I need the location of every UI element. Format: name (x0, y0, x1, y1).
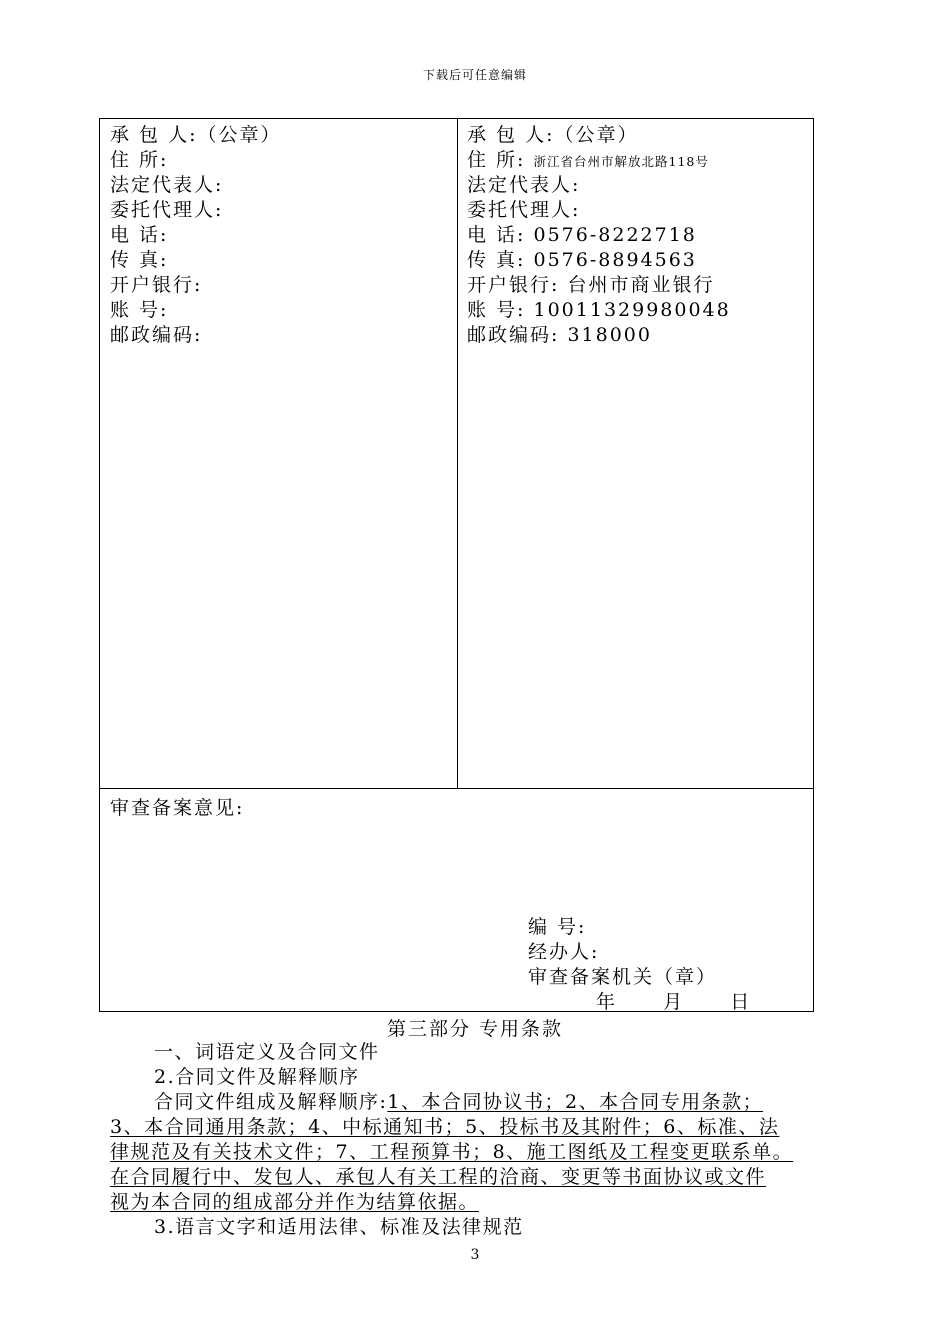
right-row-account: 账 号: 10011329980048 (467, 299, 731, 321)
document-order-text-1: 1、本合同协议书；2、本合同专用条款； (387, 1091, 764, 1113)
item-3-heading: 3.语言文字和适用法律、标准及法律规范 (154, 1216, 524, 1238)
right-row-bank: 开户银行: 台州市商业银行 (467, 274, 715, 296)
document-order-label: 合同文件组成及解释顺序: (154, 1091, 388, 1113)
document-order-line-3: 律规范及有关技术文件；7、工程预算书；8、施工图纸及工程变更联系单。 (110, 1141, 794, 1163)
review-signature-block (528, 915, 751, 1015)
review-authority: 审查备案机关（章） (528, 966, 718, 988)
review-number: 编 号: (528, 916, 587, 938)
right-row-postcode: 邮政编码: 318000 (467, 324, 652, 346)
right-row-contractor: 承 包 人:（公章） (467, 124, 639, 146)
document-order-line-1 (110, 1090, 845, 1115)
section-title: 第三部分 专用条款 (386, 1018, 564, 1040)
date-month: 月 (663, 991, 685, 1013)
date-day: 日 (730, 991, 752, 1013)
left-row-postcode: 邮政编码: (110, 324, 203, 346)
document-order-line-2: 3、本合同通用条款；4、中标通知书；5、投标书及其附件；6、标准、法 (110, 1116, 780, 1138)
review-handler: 经办人: (528, 941, 600, 963)
right-row-fax: 传 真: 0576-8894563 (467, 249, 697, 271)
date-year: 年 (596, 991, 618, 1013)
left-row-bank: 开户银行: (110, 274, 203, 296)
special-terms-body (110, 1040, 845, 1240)
left-row-address: 住 所: (110, 149, 169, 171)
contract-signature-table (99, 118, 814, 1012)
review-opinion-title: 审查备案意见: (110, 797, 245, 819)
left-row-contractor: 承 包 人:（公章） (110, 124, 282, 146)
item-1-heading: 一、词语定义及合同文件 (154, 1041, 380, 1063)
left-row-account: 账 号: (110, 299, 169, 321)
column-divider (457, 119, 458, 788)
item-2-heading: 2.合同文件及解释顺序 (154, 1066, 360, 1088)
row-divider (100, 788, 813, 789)
left-row-agent: 委托代理人: (110, 199, 224, 221)
left-row-legal-rep: 法定代表人: (110, 174, 224, 196)
document-order-line-4: 在合同履行中、发包人、承包人有关工程的洽商、变更等书面协议或文件 (110, 1166, 767, 1188)
right-row-phone: 电 话: 0576-8222718 (467, 224, 697, 246)
header-note: 下载后可任意编辑 (422, 68, 527, 82)
contractor-right-column (467, 123, 731, 348)
right-row-address: 住 所: 浙江省台州市解放北路118号 (467, 149, 709, 171)
right-row-legal-rep: 法定代表人: (467, 174, 581, 196)
left-row-phone: 电 话: (110, 224, 169, 246)
review-date (528, 990, 751, 1015)
right-row-agent: 委托代理人: (467, 199, 581, 221)
left-row-fax: 传 真: (110, 249, 169, 271)
contractor-left-column (110, 123, 282, 348)
page-number: 3 (470, 1247, 480, 1263)
document-order-line-5: 视为本合同的组成部分并作为结算依据。 (110, 1191, 480, 1213)
